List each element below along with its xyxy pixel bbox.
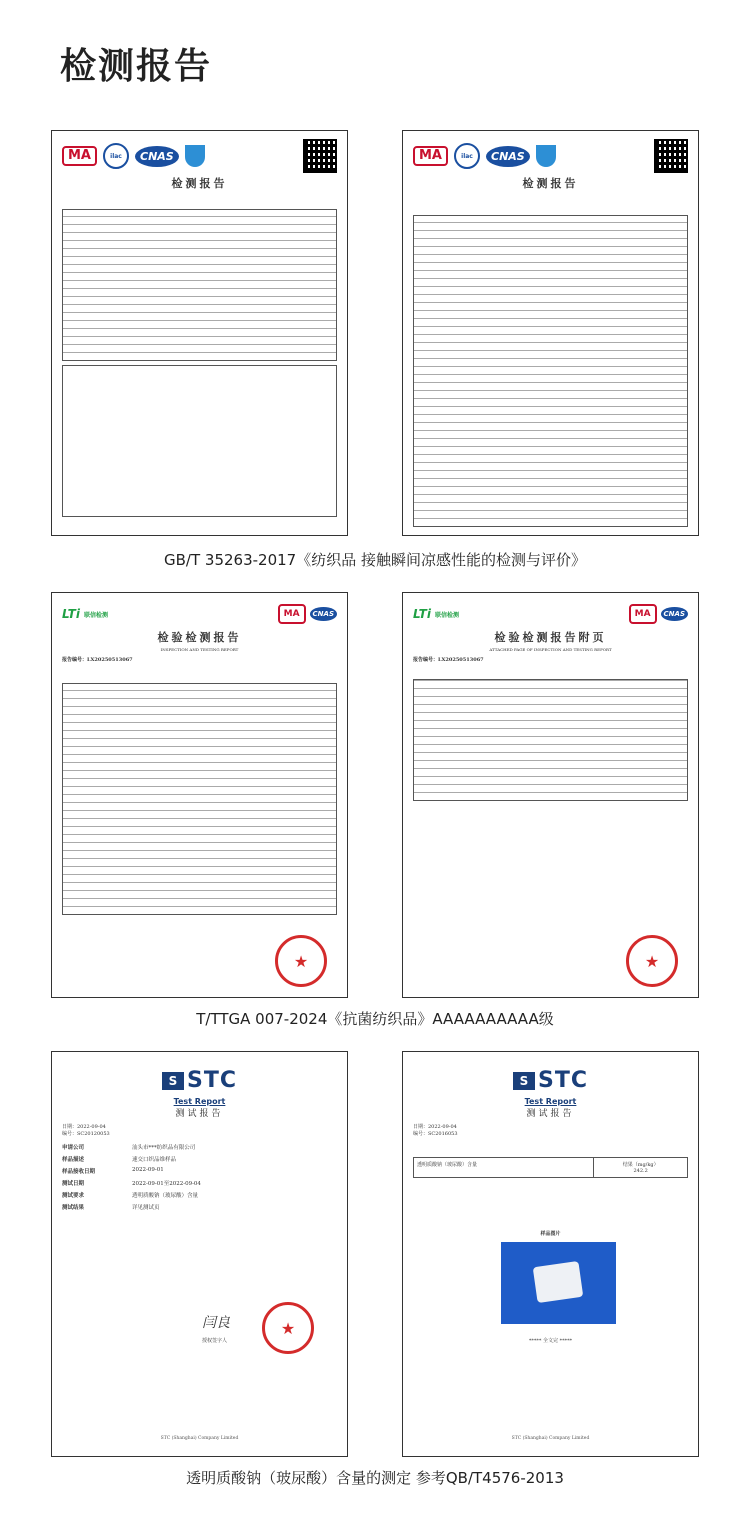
report-image-4 (402, 592, 699, 998)
field-row: 测试结果 详见测试页 (62, 1205, 160, 1211)
report-number: 报告编号：LX20250513067 (62, 657, 133, 663)
cnas-logo: CNAS (661, 607, 688, 621)
report-image-2 (402, 130, 699, 536)
red-seal-stamp: ★ (626, 935, 678, 987)
report-heading: 检测报告 (522, 177, 579, 190)
report-number: 报告编号：LX20250513067 (413, 657, 484, 663)
report-subheading: INSPECTION AND TESTING REPORT (160, 647, 239, 652)
report-footer: STC (Shanghai) Company Limited (511, 1436, 590, 1441)
ilac-logo: ilac (454, 143, 480, 169)
lx-brand: 联信检测 (434, 611, 459, 619)
stc-logo: STC (538, 1068, 588, 1093)
signature: 闫良 (202, 1315, 230, 1331)
stc-logo-icon: S (162, 1072, 184, 1090)
lx-logo: LTi (413, 607, 431, 621)
shield-icon (185, 145, 205, 167)
end-mark: ***** 全文完 ***** (528, 1338, 573, 1344)
report-footer: STC (Shanghai) Company Limited (160, 1436, 239, 1441)
report-heading: 检测报告 (171, 177, 228, 190)
report-heading: 检验检测报告附页 (494, 631, 607, 644)
signature-role: 授权签字人 (202, 1338, 228, 1344)
report-date: 日期：2022-09-04 (62, 1124, 106, 1130)
lx-logo: LTi (62, 607, 80, 621)
report-image-6 (402, 1051, 699, 1457)
report-no: 编号：SC20120053 (62, 1131, 110, 1137)
report-no: 编号：SC2016053 (413, 1131, 458, 1137)
report-title-cn: 测试报告 (175, 1109, 224, 1119)
red-seal-stamp: ★ (275, 935, 327, 987)
field-row: 测试要求 透明质酸钠（玻尿酸）含量 (62, 1193, 199, 1199)
report-subheading: ATTACHED PAGE OF INSPECTION AND TESTING REPORT (489, 647, 612, 652)
stc-logo: STC (187, 1068, 237, 1093)
result-value: 242.2 (633, 1168, 648, 1174)
field-row: 申请公司 汕头市***纺织品有限公司 (62, 1145, 196, 1151)
page-title: 检测报告 (60, 46, 213, 87)
caption-row3: 透明质酸钠（玻尿酸）含量的测定 参考QB/T4576-2013 (186, 1469, 564, 1487)
report-title-en: Test Report (173, 1097, 226, 1106)
report-heading: 检验检测报告 (157, 631, 242, 644)
lx-brand: 联信检测 (83, 611, 108, 619)
stc-logo-icon: S (513, 1072, 535, 1090)
report-table-lower (62, 365, 337, 517)
qr-code-icon (654, 139, 688, 173)
report-fields (62, 1143, 337, 1211)
ilac-logo: ilac (103, 143, 129, 169)
field-row: 测试日期 2022-09-01至2022-09-04 (62, 1181, 201, 1187)
report-image-1 (51, 130, 348, 536)
photo-label: 样品图片 (540, 1231, 561, 1237)
report-title-cn: 测试报告 (526, 1109, 575, 1119)
report-title-en: Test Report (524, 1097, 577, 1106)
report-date: 日期：2022-09-04 (413, 1124, 457, 1130)
ma-logo: MA (413, 146, 448, 166)
cnas-logo: CNAS (135, 146, 179, 167)
field-row: 样品接收日期 2022-09-01 (62, 1167, 164, 1175)
ma-logo: MA (62, 146, 97, 166)
cnas-logo: CNAS (310, 607, 337, 621)
ma-logo: MA (278, 604, 306, 624)
report-image-3 (51, 592, 348, 998)
caption-row1: GB/T 35263-2017《纺织品 接触瞬间凉感性能的检测与评价》 (164, 551, 586, 569)
result-table (413, 1157, 688, 1178)
cnas-logo: CNAS (486, 146, 530, 167)
report-table (62, 209, 337, 361)
report-table (413, 679, 688, 801)
red-seal-stamp: ★ (262, 1302, 314, 1354)
ma-logo: MA (629, 604, 657, 624)
field-row: 样品描述 速交口织品维样品 (62, 1157, 177, 1163)
sample-photo (501, 1242, 616, 1324)
report-image-5 (51, 1051, 348, 1457)
result-header: 结果（mg/kg） (622, 1162, 659, 1168)
qr-code-icon (303, 139, 337, 173)
caption-row2: T/TTGA 007-2024《抗菌纺织品》AAAAAAAAAA级 (196, 1010, 554, 1028)
shield-icon (536, 145, 556, 167)
result-item: 透明质酸钠（玻尿酸）含量 (414, 1158, 594, 1177)
report-table (62, 683, 337, 915)
report-table (413, 215, 688, 527)
